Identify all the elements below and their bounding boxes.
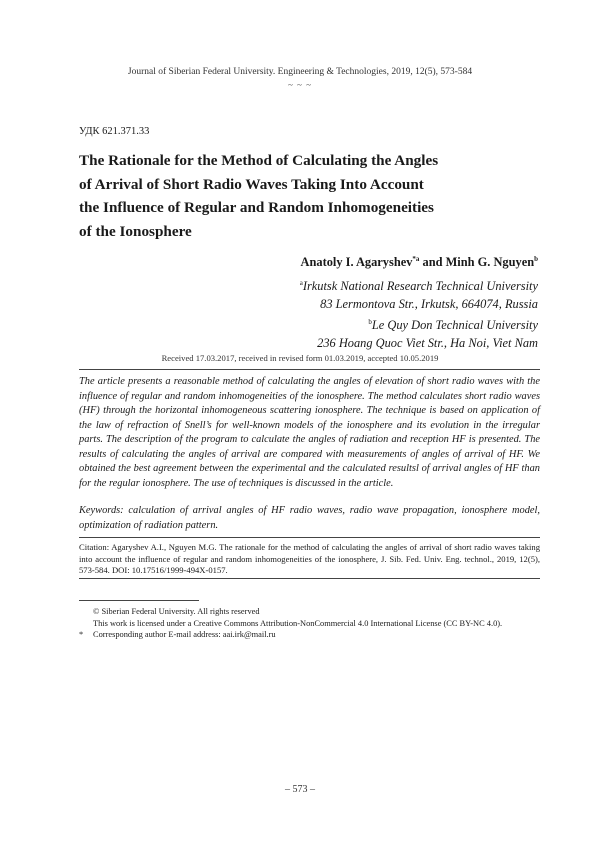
footnotes <box>79 606 549 641</box>
citation: Citation: Agaryshev A.I., Nguyen M.G. The rationale for the method of calculating the angles of arrival of short radio waves taking into account the influence of regular and random inhomogeneities of the ionosphere, J. Sib. Fed. Univ. Eng. technol., 2019, 12(5), 573-584. DOI: 10.17516/1999-494X-0157. <box>79 542 540 575</box>
footnote-divider <box>79 600 199 601</box>
affiliation-2-name: $^b$Le Quy Don Technical University <box>368 318 538 333</box>
license-note: This work is licensed under a Creative Commons Attribution-NonCommercial 4.0 International License (CC BY-NC 4.0). <box>93 618 503 628</box>
authors <box>301 255 538 270</box>
affiliation-1-name: $^a$Irkutsk National Research Technical University <box>299 279 538 294</box>
title-line: The Rationale for the Method of Calculating the Angles <box>79 152 439 169</box>
abstract: The article presents a reasonable method of calculating the angles of elevation of short radio waves with the influence of regular and random inhomogeneities of the ionosphere. The method calculates short radio waves (HF) through the horizontal inhomogeneous scattering ionosphere. The technique is based on application of the law of refraction of Snell’s for well-known models of the ionosphere and its evolution in the irregular parts. The description of the program to calculate the angles of radiation and reception HF is presented. The results of calculating the angles of arrival are compared with measurements of angles of arrival of HF. We obtained the best agreement between the experimental and the calculated resultsl of arrival angles of HF than for the regular ionosphere. The use of techniques is discussed in the article. <box>79 376 540 489</box>
affiliation-2-mark: b <box>368 318 372 327</box>
title-line: of Arrival of Short Radio Waves Taking Into Account <box>79 175 424 193</box>
affiliation-1-address: 83 Lermontova Str., Irkutsk, 664074, Russia <box>320 297 538 312</box>
affiliation-2-address: 236 Hoang Quoc Viet Str., Ha Noi, Viet Nam <box>317 336 538 351</box>
header-separator: ~ ~ ~ <box>287 80 313 90</box>
corresponding-mark: * <box>79 630 84 639</box>
title-line: the Influence of Regular and Random Inhomogeneities <box>79 199 434 216</box>
divider <box>79 369 540 370</box>
received-dates: Received 17.03.2017, received in revised form 01.03.2019, accepted 10.05.2019 <box>161 353 439 363</box>
divider <box>79 578 540 579</box>
affiliation-1-mark: a <box>299 279 303 287</box>
divider <box>79 537 540 538</box>
keywords: Keywords: calculation of arrival angles of HF radio waves, radio wave propagation, ionosphere model, optimization of radiation pattern. <box>79 505 540 531</box>
affiliations <box>300 274 538 352</box>
author-2: Minh G. Nguyen <box>445 255 535 270</box>
udc-code: УДК 621.371.33 <box>79 126 150 137</box>
paper-title <box>79 149 519 243</box>
author-1: Anatoly I. Agaryshev <box>300 255 413 270</box>
title-line: of the Ionosphere <box>79 222 192 240</box>
copyright-note: © Siberian Federal University. All rights reserved <box>93 607 260 616</box>
journal-header: Journal of Siberian Federal University. Engineering & Technologies, 2019, 12(5), 573-584 <box>127 67 473 77</box>
authors-and: and <box>419 255 446 270</box>
author-2-mark: b <box>534 255 538 263</box>
corresponding-author-note: Corresponding author E-mail address: aai.irk@mail.ru <box>93 630 276 639</box>
author-1-mark: *a <box>412 255 420 263</box>
page-number: – 573 – <box>285 784 315 795</box>
